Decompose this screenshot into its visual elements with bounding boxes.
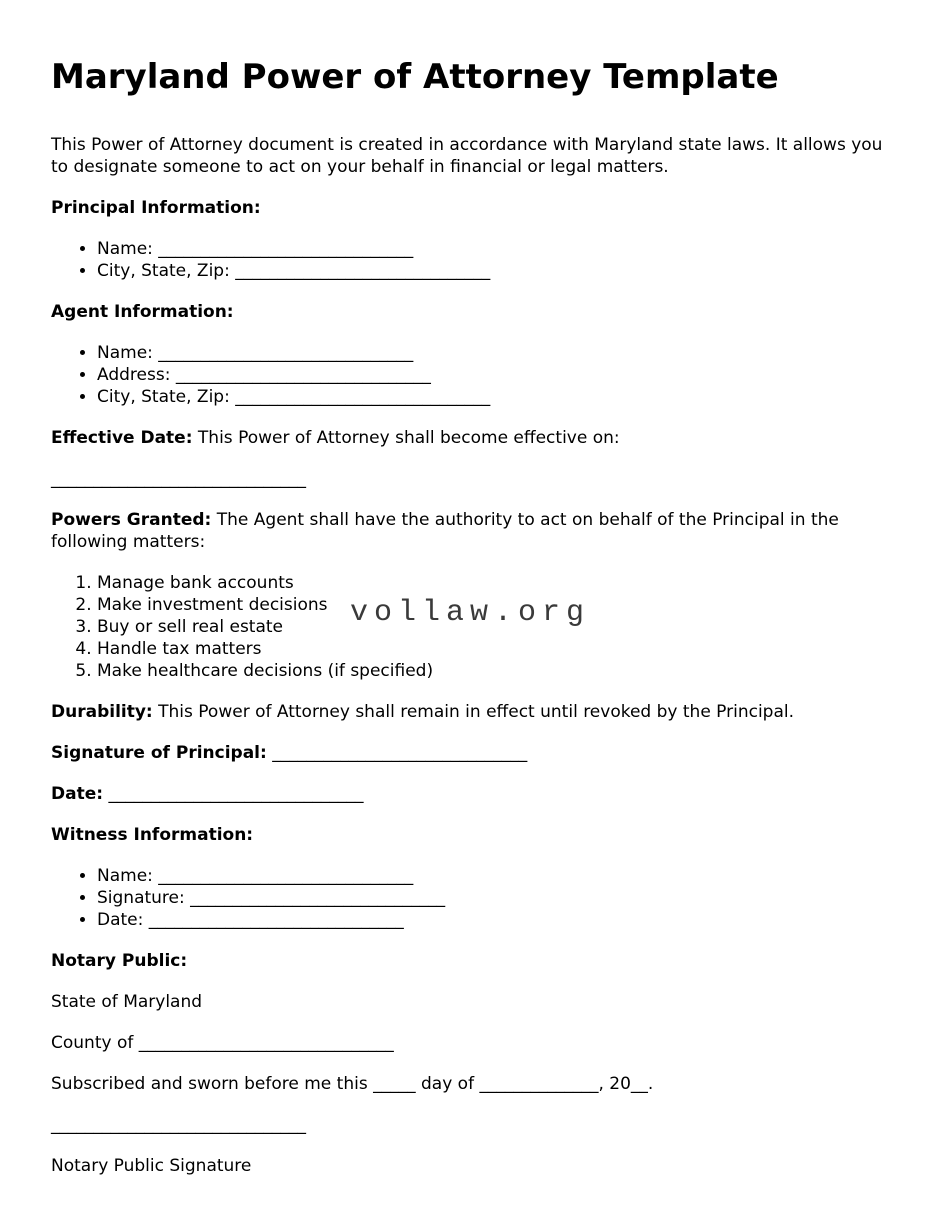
watermark: vollaw.org (350, 596, 591, 630)
section-heading-notary-public: Notary Public: (51, 950, 188, 971)
notary-signature-blank-line (51, 1114, 892, 1136)
principal-signature-line (51, 742, 892, 764)
list-item (97, 260, 892, 282)
notary-state-line: State of Maryland (51, 991, 203, 1012)
field-blank: ______________________________ (108, 783, 364, 804)
field-label: Name: (97, 342, 153, 363)
effective-date-text: This Power of Attorney shall become effective on: (197, 427, 620, 448)
powers-granted-text: The Agent shall have the authority to act on behalf of the Principal in the following matters: (51, 509, 839, 552)
durability-label: Durability: (51, 701, 153, 722)
field-blank: ______________________________ (51, 468, 306, 489)
effective-date-blank-line (51, 468, 892, 490)
date-line (51, 783, 892, 805)
section-heading-agent-information: Agent Information: (51, 301, 234, 322)
field-blank: ______________________________ (235, 260, 491, 281)
field-blank: ______________________________ (190, 887, 446, 908)
section-heading-witness-information: Witness Information: (51, 824, 254, 845)
field-blank: ______________________________ (51, 1114, 306, 1135)
list-item (97, 865, 892, 887)
witness-info-list (51, 865, 892, 931)
intro-paragraph: This Power of Attorney document is created in accordance with Maryland state laws. It allows you to designate someone to act on your behalf in financial or legal matters. (51, 134, 883, 177)
list-item (97, 887, 892, 909)
effective-date-line (51, 427, 892, 449)
list-item (97, 386, 892, 408)
durability-line (51, 701, 892, 723)
notary-signature-caption: Notary Public Signature (51, 1155, 252, 1176)
field-blank: ______________________________ (158, 238, 414, 259)
field-label: Date: (97, 909, 144, 930)
date-label: Date: (51, 783, 104, 804)
durability-text: This Power of Attorney shall remain in effect until revoked by the Principal. (158, 701, 795, 722)
field-label: Name: (97, 238, 153, 259)
field-label: Address: (97, 364, 171, 385)
powers-granted-list (51, 572, 892, 682)
list-item: 4. Handle tax matters (97, 638, 892, 660)
list-item (97, 364, 892, 386)
list-item (97, 342, 892, 364)
agent-info-list (51, 342, 892, 408)
field-blank: ______________________________ (148, 909, 404, 930)
field-blank: ______________________________ (138, 1032, 394, 1053)
list-item: 2. Make investment decisions (97, 594, 892, 616)
principal-signature-label: Signature of Principal: (51, 742, 267, 763)
list-item: 5. Make healthcare decisions (if specified) (97, 660, 892, 682)
powers-granted-line (51, 509, 892, 553)
field-blank: ______________________________ (158, 342, 414, 363)
field-label: Signature: (97, 887, 185, 908)
page-title: Maryland Power of Attorney Template (51, 57, 779, 97)
effective-date-label: Effective Date: (51, 427, 193, 448)
field-blank: ______________________________ (272, 742, 528, 763)
list-item (97, 238, 892, 260)
powers-granted-label: Powers Granted: (51, 509, 212, 530)
notary-sworn-line: Subscribed and sworn before me this _____ day of ______________, 20__. (51, 1073, 654, 1094)
field-label: City, State, Zip: (97, 260, 230, 281)
list-item (97, 909, 892, 931)
field-blank: ______________________________ (235, 386, 491, 407)
section-heading-principal-information: Principal Information: (51, 197, 261, 218)
county-label: County of (51, 1032, 134, 1053)
principal-info-list (51, 238, 892, 282)
notary-county-line (51, 1032, 892, 1054)
list-item: 1. Manage bank accounts (97, 572, 892, 594)
field-label: Name: (97, 865, 153, 886)
field-blank: ______________________________ (175, 364, 431, 385)
field-label: City, State, Zip: (97, 386, 230, 407)
list-item: 3. Buy or sell real estate (97, 616, 892, 638)
field-blank: ______________________________ (158, 865, 414, 886)
